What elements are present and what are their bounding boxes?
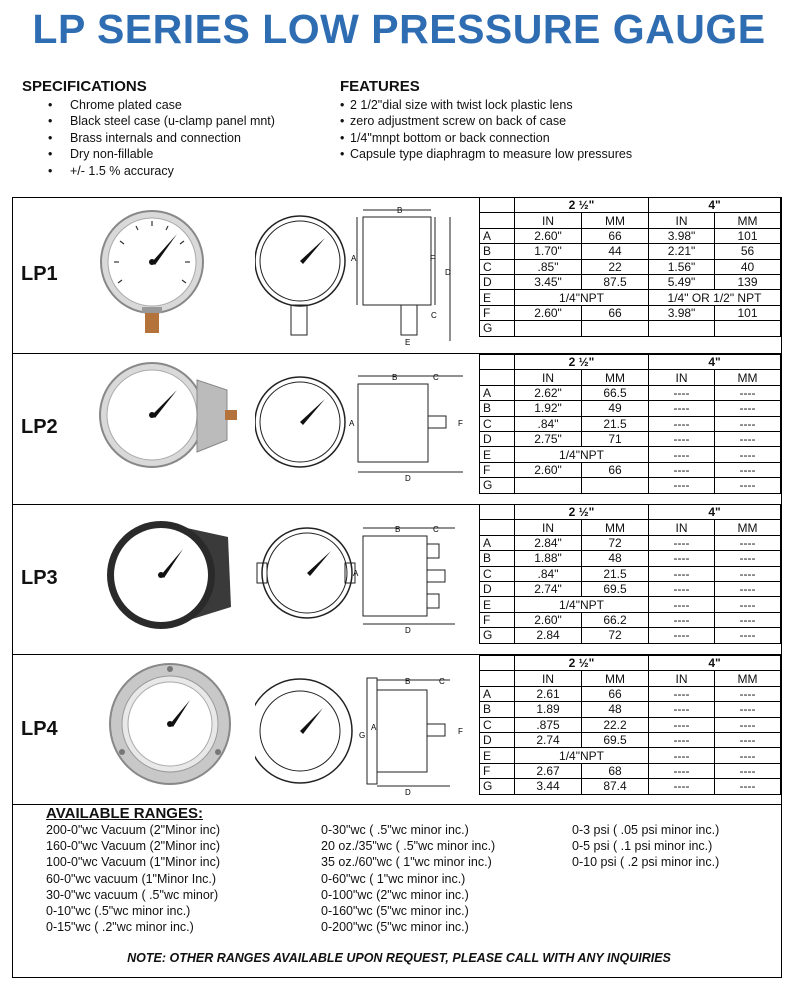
table-cell: ---- [649, 385, 715, 400]
list-item: • Black steel case (u-clamp panel mnt) [70, 113, 275, 130]
lp4-dimension-drawing [255, 666, 470, 796]
table-cell [715, 321, 781, 336]
svg-text:D: D [405, 474, 411, 483]
list-item: 0-60"wc ( 1"wc minor inc.) [321, 871, 466, 886]
table-cell: 21.5 [582, 566, 649, 581]
svg-text:A: A [349, 419, 355, 428]
table-cell: ---- [649, 551, 715, 566]
svg-text:C: C [439, 677, 445, 686]
size-header: 4" [649, 198, 781, 213]
list-item: 0-3 psi ( .05 psi minor inc.) [572, 823, 720, 837]
table-row [480, 535, 781, 550]
table-row [480, 431, 781, 446]
lp1-dimension-drawing [255, 203, 470, 350]
row-label: E [480, 290, 515, 305]
table-cell: 22.2 [582, 717, 649, 732]
table-row [480, 305, 781, 320]
list-item: • Dry non-fillable [70, 146, 275, 163]
table-cell: 71 [582, 431, 649, 446]
table-cell [582, 321, 649, 336]
table-row [480, 274, 781, 289]
table-cell: 3.45" [515, 274, 582, 289]
unit-header: IN [515, 520, 582, 535]
specifications-heading: SPECIFICATIONS [22, 78, 147, 95]
table-cell: 101 [715, 228, 781, 243]
table-cell: 2.74" [515, 581, 582, 596]
row-label: A [480, 228, 515, 243]
table-cell: 1.70" [515, 244, 582, 259]
ranges-column-2 [321, 822, 495, 935]
table-cell: ---- [715, 597, 781, 612]
model-label-lp1: LP1 [21, 263, 58, 285]
table-cell: 3.98" [649, 228, 715, 243]
unit-header: MM [582, 520, 649, 535]
table-row [480, 628, 781, 643]
table-cell: ---- [715, 566, 781, 581]
features-heading: FEATURES [340, 78, 420, 95]
svg-text:A: A [371, 723, 377, 732]
table-cell: 2.60" [515, 462, 582, 477]
svg-text:F: F [458, 419, 463, 428]
table-cell: 1/4"NPT [515, 748, 649, 763]
table-cell: 87.4 [582, 779, 649, 794]
size-header: 2 ½" [515, 656, 649, 671]
table-cell: 44 [582, 244, 649, 259]
table-row [480, 763, 781, 778]
table-cell: 48 [582, 702, 649, 717]
list-item: • 1/4"mnpt bottom or back connection [350, 130, 632, 147]
row-label: B [480, 702, 515, 717]
table-cell: 3.44 [515, 779, 582, 794]
ranges-column-3 [572, 822, 719, 871]
list-item: 0-10"wc (.5"wc minor inc.) [46, 904, 191, 919]
list-item: 30-0"wc vacuum ( .5"wc minor) [46, 887, 219, 902]
unit-header: MM [582, 671, 649, 686]
lp4-dimension-table [479, 655, 781, 795]
table-cell: 2.84" [515, 535, 582, 550]
list-item: 160-0"wc Vacuum (2"Minor inc) [46, 839, 220, 854]
size-header: 2 ½" [515, 355, 649, 370]
table-row [480, 702, 781, 717]
row-label: A [480, 686, 515, 701]
table-row [480, 748, 781, 763]
row-label: G [480, 321, 515, 336]
svg-text:D: D [405, 788, 411, 796]
table-row [480, 385, 781, 400]
list-item: 35 oz./60"wc ( 1"wc minor inc.) [321, 855, 492, 870]
list-item: • Brass internals and connection [70, 130, 275, 147]
table-row [480, 416, 781, 431]
unit-header: MM [582, 370, 649, 385]
table-cell: .875 [515, 717, 582, 732]
table-row [480, 478, 781, 493]
table-cell: ---- [649, 416, 715, 431]
row-label: D [480, 732, 515, 747]
table-cell: ---- [649, 732, 715, 747]
table-cell: ---- [649, 566, 715, 581]
table-cell [515, 478, 582, 493]
table-row [480, 447, 781, 462]
unit-header: IN [649, 671, 715, 686]
size-header: 2 ½" [515, 505, 649, 520]
table-cell: ---- [715, 401, 781, 416]
table-row [480, 566, 781, 581]
svg-text:E: E [405, 338, 411, 347]
table-cell: 101 [715, 305, 781, 320]
table-cell: ---- [715, 431, 781, 446]
list-item: 0-5 psi ( .1 psi minor inc.) [572, 839, 713, 854]
available-ranges-heading-wrap [46, 806, 203, 823]
table-cell [480, 520, 515, 535]
table-cell: ---- [649, 779, 715, 794]
row-label: E [480, 748, 515, 763]
list-item: 200-0"wc Vacuum (2"Minor inc) [46, 823, 220, 837]
table-cell [480, 656, 515, 671]
row-label: G [480, 779, 515, 794]
table-cell: ---- [715, 551, 781, 566]
table-cell: 48 [582, 551, 649, 566]
table-cell: ---- [715, 763, 781, 778]
table-cell: ---- [649, 612, 715, 627]
table-cell: 2.75" [515, 431, 582, 446]
lp2-dimension-drawing [255, 364, 470, 484]
table-row [480, 244, 781, 259]
unit-header: IN [649, 520, 715, 535]
list-item: 20 oz./35"wc ( .5"wc minor inc.) [321, 839, 496, 854]
table-cell: 66 [582, 462, 649, 477]
table-row [480, 717, 781, 732]
svg-text:A: A [353, 569, 359, 578]
row-label: F [480, 612, 515, 627]
list-item: • zero adjustment screw on back of case [350, 113, 632, 130]
row-label: D [480, 431, 515, 446]
row-label: A [480, 385, 515, 400]
table-row [480, 581, 781, 596]
table-cell: ---- [715, 748, 781, 763]
table-cell [515, 321, 582, 336]
table-cell: 69.5 [582, 732, 649, 747]
list-item: 0-200"wc (5"wc minor inc.) [321, 920, 469, 935]
table-cell: ---- [649, 763, 715, 778]
size-header: 4" [649, 505, 781, 520]
table-cell: 1.88" [515, 551, 582, 566]
table-cell: 66 [582, 228, 649, 243]
row-label: D [480, 581, 515, 596]
table-row [480, 462, 781, 477]
row-label: B [480, 401, 515, 416]
list-item: 60-0"wc vacuum (1"Minor Inc.) [46, 871, 217, 886]
table-cell: 1/4"NPT [515, 447, 649, 462]
features-list [340, 97, 632, 163]
table-cell: 68 [582, 763, 649, 778]
row-label: C [480, 259, 515, 274]
table-cell: ---- [649, 431, 715, 446]
lp1-gauge-photo [100, 205, 210, 340]
table-cell: .84" [515, 416, 582, 431]
table-cell [582, 478, 649, 493]
table-row [480, 259, 781, 274]
table-cell: 2.67 [515, 763, 582, 778]
svg-text:B: B [405, 677, 411, 686]
list-item: • Chrome plated case [70, 97, 275, 114]
table-cell: 66 [582, 305, 649, 320]
table-cell: .84" [515, 566, 582, 581]
unit-header: MM [715, 520, 781, 535]
table-cell: ---- [715, 447, 781, 462]
row-label: F [480, 305, 515, 320]
table-cell: 3.98" [649, 305, 715, 320]
table-cell: ---- [715, 779, 781, 794]
list-item: 0-160"wc (5"wc minor inc.) [321, 904, 469, 919]
table-cell: 1/4"NPT [515, 290, 649, 305]
unit-header: MM [715, 671, 781, 686]
row-label: B [480, 551, 515, 566]
table-cell: 139 [715, 274, 781, 289]
svg-text:G: G [359, 731, 366, 740]
table-cell: ---- [649, 462, 715, 477]
page-title: LP SERIES LOW PRESSURE GAUGE [32, 6, 766, 52]
table-row [480, 228, 781, 243]
unit-header: IN [649, 370, 715, 385]
table-cell: ---- [715, 732, 781, 747]
svg-text:C: C [431, 311, 437, 320]
model-label-lp4: LP4 [21, 718, 58, 740]
table-cell: ---- [649, 686, 715, 701]
size-header: 4" [649, 355, 781, 370]
table-cell: ---- [715, 462, 781, 477]
table-cell: ---- [649, 581, 715, 596]
table-cell: 21.5 [582, 416, 649, 431]
table-cell: 49 [582, 401, 649, 416]
footer-note: NOTE: OTHER RANGES AVAILABLE UPON REQUEST, PLEASE CALL WITH ANY INQUIRIES [127, 951, 671, 965]
svg-text:C: C [433, 525, 439, 534]
table-row [480, 779, 781, 794]
row-label: G [480, 478, 515, 493]
table-cell: ---- [715, 581, 781, 596]
table-cell: ---- [715, 628, 781, 643]
table-cell: ---- [649, 748, 715, 763]
table-cell: 1/4"NPT [515, 597, 649, 612]
table-cell: 2.60" [515, 305, 582, 320]
table-row [480, 597, 781, 612]
row-label: D [480, 274, 515, 289]
table-row [480, 401, 781, 416]
svg-text:D: D [445, 268, 451, 277]
table-cell: ---- [649, 447, 715, 462]
table-cell: 22 [582, 259, 649, 274]
table-cell: ---- [649, 702, 715, 717]
available-ranges-heading: AVAILABLE RANGES: [46, 805, 203, 822]
table-row [480, 686, 781, 701]
table-cell: 66.2 [582, 612, 649, 627]
table-cell: 2.74 [515, 732, 582, 747]
row-label: E [480, 597, 515, 612]
table-cell: ---- [649, 478, 715, 493]
svg-text:F: F [458, 727, 463, 736]
size-header: 4" [649, 656, 781, 671]
row-label: B [480, 244, 515, 259]
row-label: G [480, 628, 515, 643]
unit-header: IN [515, 370, 582, 385]
list-item: 100-0"wc Vacuum (1"Minor inc) [46, 855, 220, 870]
table-cell: ---- [715, 478, 781, 493]
unit-header: IN [649, 213, 715, 228]
table-cell: ---- [649, 717, 715, 732]
lp2-dimension-table [479, 354, 781, 494]
table-cell: 1.92" [515, 401, 582, 416]
table-cell: 2.60" [515, 228, 582, 243]
lp3-dimension-table [479, 504, 781, 644]
table-cell: 87.5 [582, 274, 649, 289]
size-header: 2 ½" [515, 198, 649, 213]
table-cell: 40 [715, 259, 781, 274]
svg-text:A: A [351, 254, 357, 263]
list-item: • Capsule type diaphragm to measure low pressures [350, 146, 632, 163]
table-cell: 2.84 [515, 628, 582, 643]
ranges-column-1 [46, 822, 220, 935]
table-cell: ---- [649, 628, 715, 643]
table-cell: 72 [582, 535, 649, 550]
list-item: 0-30"wc ( .5"wc minor inc.) [321, 823, 469, 837]
svg-text:B: B [392, 373, 398, 382]
table-cell: ---- [649, 597, 715, 612]
table-cell [480, 505, 515, 520]
table-cell [649, 321, 715, 336]
table-row [480, 551, 781, 566]
table-cell: ---- [715, 686, 781, 701]
lp3-gauge-photo [103, 517, 238, 632]
table-cell: 2.60" [515, 612, 582, 627]
table-cell: 2.21" [649, 244, 715, 259]
list-item: • +/- 1.5 % accuracy [70, 163, 275, 180]
lp4-gauge-photo [108, 660, 243, 795]
table-cell: 66.5 [582, 385, 649, 400]
table-cell: 56 [715, 244, 781, 259]
unit-header: MM [715, 213, 781, 228]
svg-text:F: F [430, 254, 435, 263]
lp3-dimension-drawing [255, 518, 470, 638]
row-label: C [480, 717, 515, 732]
table-cell [480, 213, 515, 228]
table-row [480, 290, 781, 305]
svg-text:C: C [433, 373, 439, 382]
row-label: A [480, 535, 515, 550]
unit-header: MM [715, 370, 781, 385]
table-row [480, 612, 781, 627]
table-cell: 2.62" [515, 385, 582, 400]
row-label: E [480, 447, 515, 462]
lp2-gauge-photo [97, 360, 242, 470]
unit-header: IN [515, 213, 582, 228]
list-item: 0-10 psi ( .2 psi minor inc.) [572, 855, 720, 870]
table-cell: 5.49" [649, 274, 715, 289]
table-cell: ---- [715, 385, 781, 400]
table-cell: 1/4" OR 1/2" NPT [649, 290, 781, 305]
table-cell: 1.56" [649, 259, 715, 274]
table-cell: ---- [715, 702, 781, 717]
table-cell: ---- [649, 535, 715, 550]
table-cell: .85" [515, 259, 582, 274]
table-row [480, 321, 781, 336]
list-item: • 2 1/2"dial size with twist lock plastic lens [350, 97, 632, 114]
table-cell: 72 [582, 628, 649, 643]
table-cell [480, 671, 515, 686]
table-cell [480, 198, 515, 213]
row-label: F [480, 462, 515, 477]
list-item: 0-15"wc ( .2"wc minor inc.) [46, 920, 194, 935]
table-cell: ---- [715, 717, 781, 732]
table-cell: ---- [649, 401, 715, 416]
list-item: 0-100"wc (2"wc minor inc.) [321, 887, 469, 902]
table-cell: ---- [715, 612, 781, 627]
row-label: C [480, 566, 515, 581]
unit-header: IN [515, 671, 582, 686]
table-cell: 1.89 [515, 702, 582, 717]
table-cell: 69.5 [582, 581, 649, 596]
svg-text:B: B [397, 206, 403, 215]
features-section [340, 79, 632, 163]
row-label: F [480, 763, 515, 778]
svg-text:B: B [395, 525, 401, 534]
lp1-dimension-table [479, 197, 781, 337]
row-label: C [480, 416, 515, 431]
table-cell: ---- [715, 416, 781, 431]
model-label-lp2: LP2 [21, 416, 58, 438]
table-cell: ---- [715, 535, 781, 550]
table-cell [480, 355, 515, 370]
table-cell [480, 370, 515, 385]
table-row [480, 732, 781, 747]
specifications-section [22, 79, 275, 180]
unit-header: MM [582, 213, 649, 228]
svg-text:D: D [405, 626, 411, 635]
model-label-lp3: LP3 [21, 567, 58, 589]
specifications-list [22, 97, 275, 180]
table-cell: 66 [582, 686, 649, 701]
table-cell: 2.61 [515, 686, 582, 701]
